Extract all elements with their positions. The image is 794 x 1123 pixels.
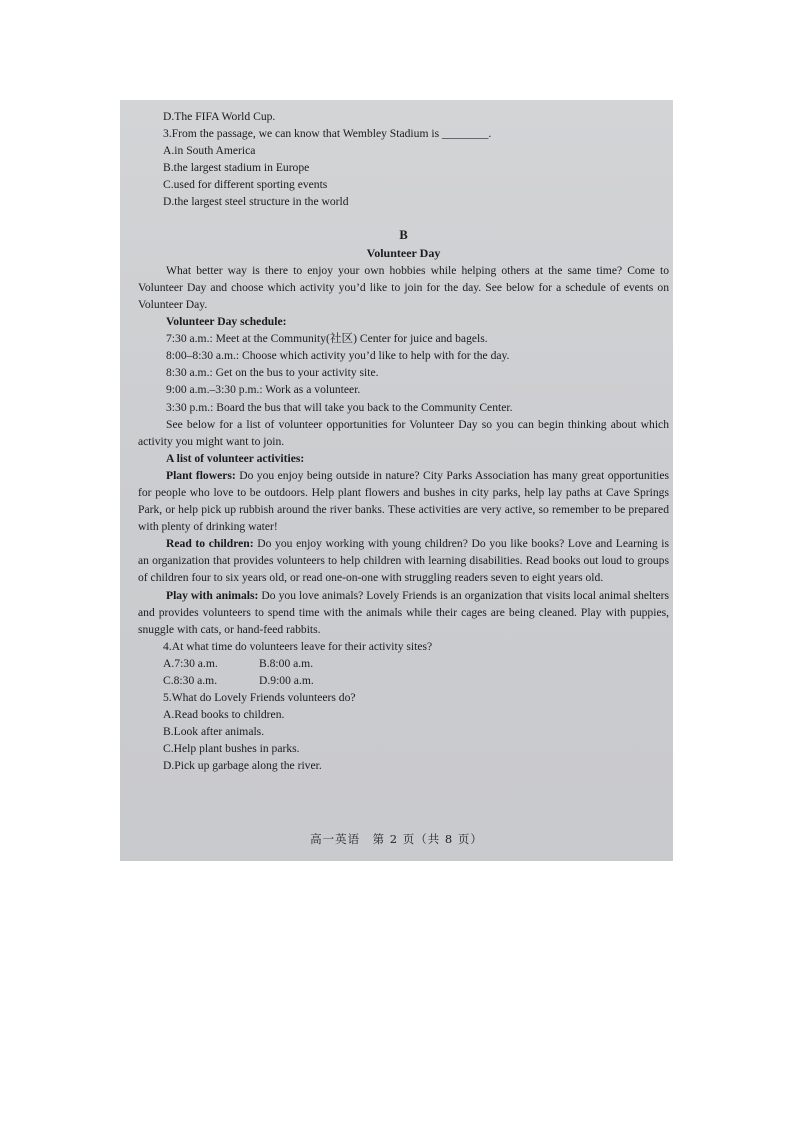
activity-label: Play with animals:: [166, 588, 259, 602]
activity-read-to-children: [138, 535, 669, 586]
activity-text: Do you enjoy working with young children? Do you like books? Love and Learning is an organization that provides volunteers to help children with learning disabilities. Read books out loud to groups of children four to six years old, or read one-on-one with struggling readers seven to eight years old.: [138, 537, 669, 585]
q5-option-d: D.Pick up garbage along the river.: [163, 759, 322, 773]
page-content: [138, 108, 669, 775]
schedule-item: 7:30 a.m.: Meet at the Community(社区) Center for juice and bagels.: [166, 332, 488, 346]
activity-play-with-animals: [138, 587, 669, 638]
scanned-exam-page: [120, 100, 673, 861]
q4-options-row-2: [138, 672, 669, 689]
q4-option-b: B.8:00 a.m.: [259, 656, 314, 670]
q5-option-c: C.Help plant bushes in parks.: [163, 742, 300, 756]
activity-label: Read to children:: [166, 537, 254, 551]
schedule-item: 9:00 a.m.–3:30 p.m.: Work as a volunteer.: [166, 383, 361, 397]
q3-stem: 3.From the passage, we can know that Wembley Stadium is ________.: [163, 127, 492, 141]
section-letter: B: [399, 227, 408, 242]
q3-option-c: C.used for different sporting events: [163, 178, 328, 192]
activities-heading: A list of volunteer activities:: [166, 451, 305, 465]
schedule-heading: Volunteer Day schedule:: [166, 315, 287, 329]
q5-stem: 5.What do Lovely Friends volunteers do?: [163, 691, 356, 705]
q5-option-b: B.Look after animals.: [163, 725, 265, 739]
q4-option-d: D.9:00 a.m.: [259, 674, 314, 687]
q4-stem: 4.At what time do volunteers leave for their activity sites?: [163, 639, 433, 653]
q4-options-row-1: [138, 655, 669, 672]
schedule-item: 3:30 p.m.: Board the bus that will take you back to the Community Center.: [166, 400, 513, 414]
q4-option-c: C.8:30 a.m.: [163, 674, 218, 687]
q2-option-d: D.The FIFA World Cup.: [163, 110, 276, 123]
passage-title: Volunteer Day: [366, 245, 441, 260]
activity-plant-flowers: [138, 467, 669, 535]
activity-text: Do you enjoy being outside in nature? City Parks Association has many great opportunities for people who love to be outdoors. Help plant flowers and bushes in city parks, help lay paths at Cave Springs Park, or help pick up rubbish around the river banks. These activities are very active, so remember to be prepared with plenty of drinking water!: [138, 468, 669, 534]
list-intro: See below for a list of volunteer opportunities for Volunteer Day so you can begin thinking about which activity you might want to join.: [138, 417, 669, 448]
q3-option-d: D.the largest steel structure in the world: [163, 195, 349, 209]
q3-option-a: A.in South America: [163, 144, 256, 158]
schedule-item: 8:30 a.m.: Get on the bus to your activity site.: [166, 366, 379, 380]
activity-text: Do you love animals? Lovely Friends is an organization that visits local animal shelters and provides volunteers to spend time with the animals while their cages are being cleaned. Play with puppies, snuggle with cats, or hand-feed rabbits.: [138, 588, 669, 636]
q5-option-a: A.Read books to children.: [163, 708, 285, 722]
passage-intro: What better way is there to enjoy your own hobbies while helping others at the same time? Come to Volunteer Day and choose which activity you’d like to join for the day. See below for a schedule of events on Volunteer Day.: [138, 263, 669, 311]
schedule-item: 8:00–8:30 a.m.: Choose which activity you’d like to help with for the day.: [166, 349, 510, 363]
page-footer: 高一英语 第 2 页（共 8 页）: [310, 832, 483, 846]
q4-option-a: A.7:30 a.m.: [163, 656, 218, 670]
q3-option-b: B.the largest stadium in Europe: [163, 161, 310, 175]
activity-label: Plant flowers:: [166, 468, 236, 482]
